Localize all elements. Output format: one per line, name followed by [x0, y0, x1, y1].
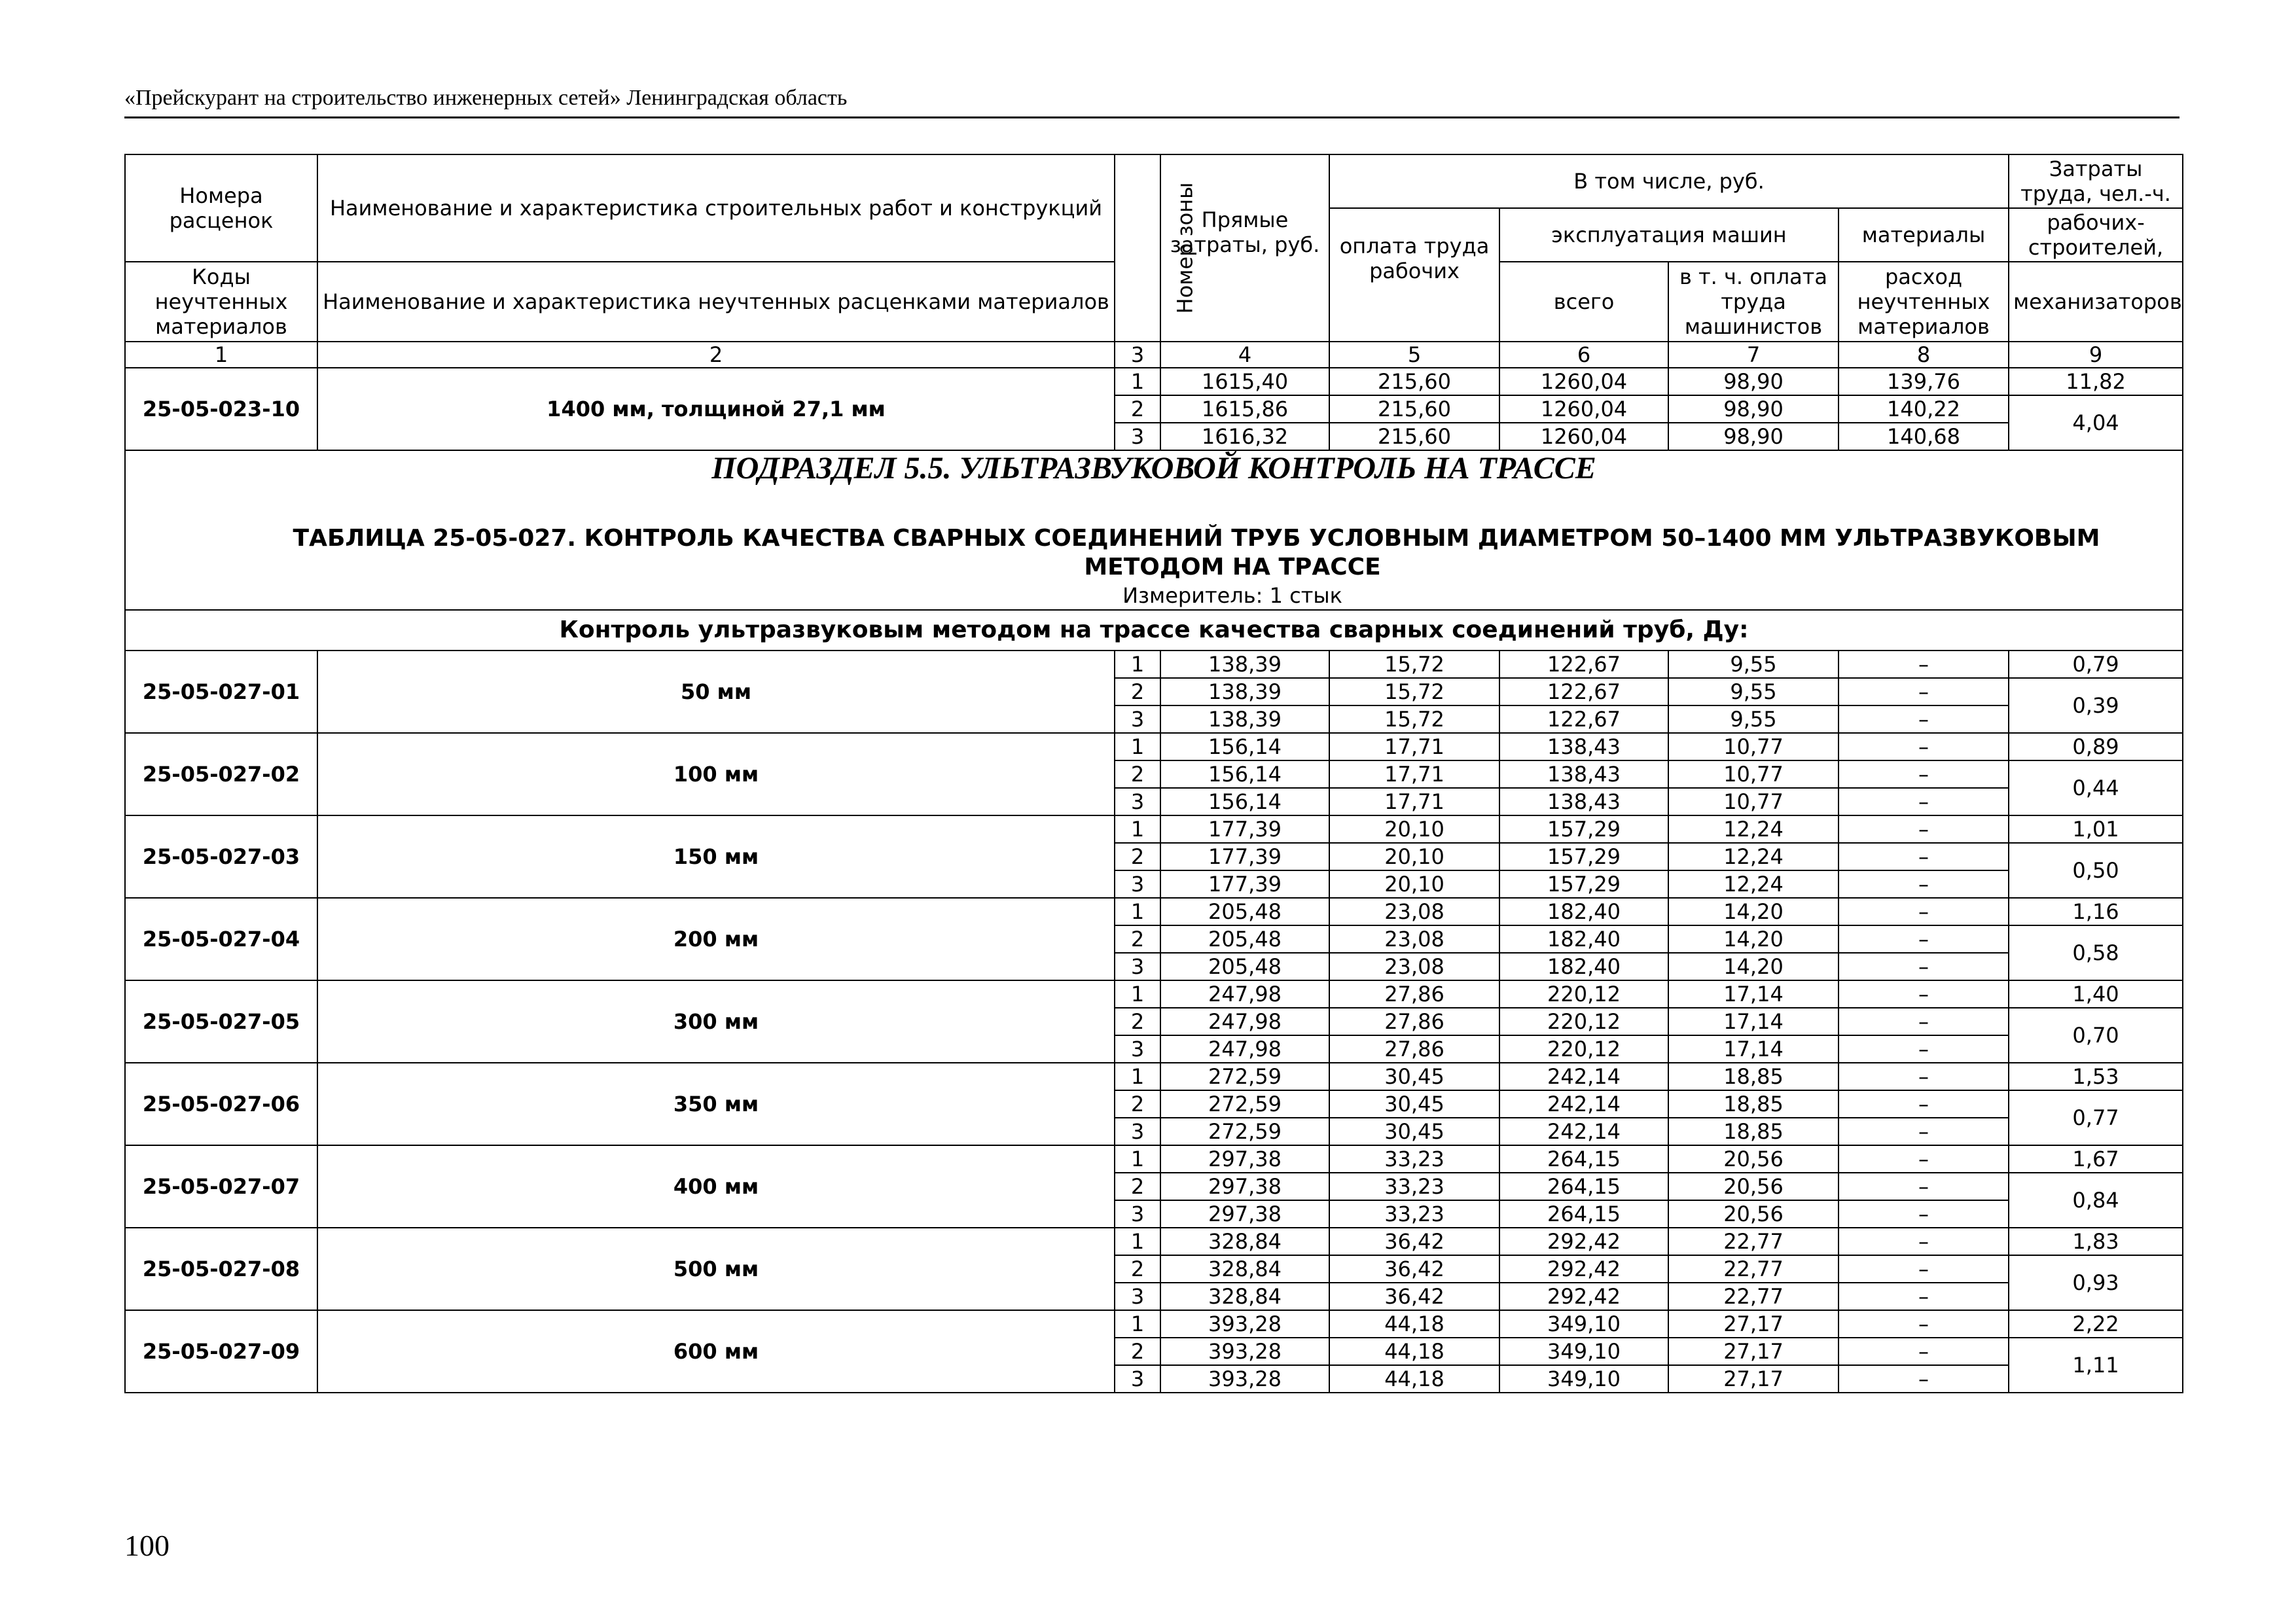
zone-cell: 1 [1115, 1145, 1160, 1173]
rate-code: 25-05-027-08 [125, 1228, 317, 1310]
zone-cell: 2 [1115, 1338, 1160, 1365]
header-machines-total: всего [1499, 262, 1668, 342]
labor-pay-cell: 44,18 [1329, 1310, 1499, 1338]
zone-cell: 2 [1115, 1090, 1160, 1118]
machines-total-cell: 157,29 [1499, 843, 1668, 870]
machines-incl-cell: 18,85 [1668, 1118, 1839, 1145]
machines-total-cell: 182,40 [1499, 953, 1668, 980]
machines-incl-cell: 17,14 [1668, 980, 1839, 1008]
machines-total-cell: 264,15 [1499, 1200, 1668, 1228]
zone-cell: 1 [1115, 1228, 1160, 1255]
machines-incl-cell: 9,55 [1668, 651, 1839, 678]
machines-incl-cell: 20,56 [1668, 1200, 1839, 1228]
rate-row [125, 1310, 2183, 1338]
table-title-line-1: ТАБЛИЦА 25-05-027. КОНТРОЛЬ КАЧЕСТВА СВАРНЫХ СОЕДИНЕНИЙ ТРУБ УСЛОВНЫМ ДИАМЕТРОМ 50–1400 ММ УЛЬТРАЗВУКОВЫМ [293, 525, 2100, 552]
zone-cell: 3 [1115, 423, 1160, 450]
measure-unit: Измеритель: 1 стык [1122, 583, 1342, 608]
column-number: 5 [1329, 342, 1499, 368]
labor-pay-cell: 27,86 [1329, 980, 1499, 1008]
column-numbers-row [125, 342, 2183, 368]
labor-pay-cell: 36,42 [1329, 1283, 1499, 1310]
zone-cell: 1 [1115, 368, 1160, 395]
machines-total-cell: 264,15 [1499, 1173, 1668, 1200]
direct-cost-cell: 1616,32 [1160, 423, 1329, 450]
machines-total-cell: 182,40 [1499, 898, 1668, 925]
direct-cost-cell: 138,39 [1160, 705, 1329, 733]
zone-cell: 3 [1115, 1200, 1160, 1228]
labor-pay-cell: 17,71 [1329, 760, 1499, 788]
zone-cell: 1 [1115, 980, 1160, 1008]
zone-cell: 1 [1115, 651, 1160, 678]
direct-cost-cell: 177,39 [1160, 843, 1329, 870]
header-materials: материалы [1839, 208, 2009, 262]
header-zone-label: Номер зоны [1172, 182, 1198, 314]
machines-incl-cell: 10,77 [1668, 760, 1839, 788]
materials-cell: 140,68 [1839, 423, 2009, 450]
zone-cell: 2 [1115, 1008, 1160, 1035]
labor-pay-cell: 27,86 [1329, 1008, 1499, 1035]
direct-cost-cell: 205,48 [1160, 953, 1329, 980]
labor-pay-cell: 33,23 [1329, 1173, 1499, 1200]
mechanics-labor-cell: 4,04 [2009, 395, 2183, 450]
header-materials-unaccounted: расход неучтенных материалов [1839, 262, 2009, 342]
header-work-name: Наименование и характеристика строительных работ и конструкций [317, 154, 1115, 262]
labor-pay-cell: 36,42 [1329, 1228, 1499, 1255]
header-including: В том числе, руб. [1329, 154, 2009, 208]
direct-cost-cell: 328,84 [1160, 1228, 1329, 1255]
machines-incl-cell: 9,55 [1668, 678, 1839, 705]
machines-total-cell: 242,14 [1499, 1118, 1668, 1145]
column-number: 7 [1668, 342, 1839, 368]
direct-cost-cell: 272,59 [1160, 1118, 1329, 1145]
header-machines: эксплуатация машин [1499, 208, 1839, 262]
materials-cell: – [1839, 1173, 2009, 1200]
column-number: 1 [125, 342, 317, 368]
direct-cost-cell: 297,38 [1160, 1173, 1329, 1200]
machines-incl-cell: 10,77 [1668, 788, 1839, 815]
materials-cell: – [1839, 980, 2009, 1008]
labor-pay-cell: 30,45 [1329, 1118, 1499, 1145]
group-title: Контроль ультразвуковым методом на трассе качества сварных соединений труб, Ду: [125, 610, 2183, 651]
workers-labor-cell: 1,83 [2009, 1228, 2183, 1255]
machines-incl-cell: 18,85 [1668, 1090, 1839, 1118]
rate-name: 600 мм [317, 1310, 1115, 1393]
materials-cell: – [1839, 925, 2009, 953]
machines-total-cell: 157,29 [1499, 815, 1668, 843]
machines-incl-cell: 12,24 [1668, 815, 1839, 843]
materials-cell: – [1839, 1063, 2009, 1090]
mechanics-labor-cell: 0,93 [2009, 1255, 2183, 1310]
rate-name: 100 мм [317, 733, 1115, 815]
direct-cost-cell: 156,14 [1160, 760, 1329, 788]
rate-name: 400 мм [317, 1145, 1115, 1228]
header-material-codes: Коды неучтенных материалов [125, 262, 317, 342]
labor-pay-cell: 44,18 [1329, 1365, 1499, 1393]
mechanics-labor-cell: 0,77 [2009, 1090, 2183, 1145]
machines-total-cell: 220,12 [1499, 1008, 1668, 1035]
direct-cost-cell: 1615,86 [1160, 395, 1329, 423]
zone-cell: 3 [1115, 1365, 1160, 1393]
direct-cost-cell: 272,59 [1160, 1063, 1329, 1090]
rate-code: 25-05-023-10 [125, 368, 317, 450]
machines-incl-cell: 10,77 [1668, 733, 1839, 760]
zone-cell: 3 [1115, 870, 1160, 898]
direct-cost-cell: 272,59 [1160, 1090, 1329, 1118]
materials-cell: – [1839, 1008, 2009, 1035]
machines-incl-cell: 22,77 [1668, 1255, 1839, 1283]
machines-incl-cell: 27,17 [1668, 1310, 1839, 1338]
labor-pay-cell: 215,60 [1329, 368, 1499, 395]
column-number: 4 [1160, 342, 1329, 368]
labor-pay-cell: 33,23 [1329, 1200, 1499, 1228]
rate-code: 25-05-027-07 [125, 1145, 317, 1228]
labor-pay-cell: 15,72 [1329, 678, 1499, 705]
machines-incl-cell: 27,17 [1668, 1338, 1839, 1365]
direct-cost-cell: 328,84 [1160, 1283, 1329, 1310]
materials-cell: – [1839, 1035, 2009, 1063]
materials-cell: – [1839, 1200, 2009, 1228]
machines-total-cell: 157,29 [1499, 870, 1668, 898]
rate-code: 25-05-027-02 [125, 733, 317, 815]
direct-cost-cell: 156,14 [1160, 788, 1329, 815]
direct-cost-cell: 297,38 [1160, 1145, 1329, 1173]
zone-cell: 3 [1115, 953, 1160, 980]
header-material-names: Наименование и характеристика неучтенных расценками материалов [317, 262, 1115, 342]
machines-incl-cell: 98,90 [1668, 395, 1839, 423]
zone-cell: 2 [1115, 678, 1160, 705]
machines-incl-cell: 9,55 [1668, 705, 1839, 733]
rate-row [125, 980, 2183, 1008]
materials-cell: – [1839, 760, 2009, 788]
mechanics-labor-cell: 1,11 [2009, 1338, 2183, 1393]
mechanics-labor-cell: 0,70 [2009, 1008, 2183, 1063]
zone-cell: 1 [1115, 1310, 1160, 1338]
workers-labor-cell: 1,40 [2009, 980, 2183, 1008]
machines-incl-cell: 22,77 [1668, 1228, 1839, 1255]
workers-labor-cell: 11,82 [2009, 368, 2183, 395]
labor-pay-cell: 30,45 [1329, 1090, 1499, 1118]
machines-incl-cell: 14,20 [1668, 953, 1839, 980]
materials-cell: – [1839, 898, 2009, 925]
labor-pay-cell: 20,10 [1329, 815, 1499, 843]
machines-incl-cell: 98,90 [1668, 368, 1839, 395]
workers-labor-cell: 0,89 [2009, 733, 2183, 760]
materials-cell: 140,22 [1839, 395, 2009, 423]
labor-pay-cell: 17,71 [1329, 788, 1499, 815]
rate-row [125, 1063, 2183, 1090]
rate-name: 150 мм [317, 815, 1115, 898]
direct-cost-cell: 1615,40 [1160, 368, 1329, 395]
materials-cell: – [1839, 843, 2009, 870]
materials-cell: – [1839, 1145, 2009, 1173]
machines-incl-cell: 14,20 [1668, 925, 1839, 953]
direct-cost-cell: 393,28 [1160, 1365, 1329, 1393]
rate-name: 300 мм [317, 980, 1115, 1063]
zone-cell: 3 [1115, 1283, 1160, 1310]
machines-incl-cell: 20,56 [1668, 1145, 1839, 1173]
rate-row [125, 1228, 2183, 1255]
machines-total-cell: 349,10 [1499, 1365, 1668, 1393]
rate-code: 25-05-027-01 [125, 651, 317, 733]
table-title [130, 524, 2178, 582]
machines-incl-cell: 17,14 [1668, 1035, 1839, 1063]
workers-labor-cell: 1,16 [2009, 898, 2183, 925]
mechanics-labor-cell: 0,84 [2009, 1173, 2183, 1228]
labor-pay-cell: 36,42 [1329, 1255, 1499, 1283]
machines-total-cell: 1260,04 [1499, 423, 1668, 450]
machines-incl-cell: 14,20 [1668, 898, 1839, 925]
machines-total-cell: 292,42 [1499, 1255, 1668, 1283]
labor-pay-cell: 15,72 [1329, 705, 1499, 733]
labor-pay-cell: 15,72 [1329, 651, 1499, 678]
labor-pay-cell: 44,18 [1329, 1338, 1499, 1365]
zone-cell: 3 [1115, 788, 1160, 815]
zone-cell: 3 [1115, 1118, 1160, 1145]
machines-total-cell: 220,12 [1499, 980, 1668, 1008]
mechanics-labor-cell: 0,50 [2009, 843, 2183, 898]
machines-total-cell: 1260,04 [1499, 368, 1668, 395]
rate-row [125, 815, 2183, 843]
rate-row [125, 1145, 2183, 1173]
column-number: 6 [1499, 342, 1668, 368]
rate-name: 500 мм [317, 1228, 1115, 1310]
direct-cost-cell: 393,28 [1160, 1310, 1329, 1338]
rate-row [125, 651, 2183, 678]
zone-cell: 1 [1115, 733, 1160, 760]
workers-labor-cell: 1,53 [2009, 1063, 2183, 1090]
labor-pay-cell: 23,08 [1329, 898, 1499, 925]
zone-cell: 1 [1115, 1063, 1160, 1090]
rate-row [125, 733, 2183, 760]
direct-cost-cell: 177,39 [1160, 870, 1329, 898]
header-machines-incl: в т. ч. оплата труда машинистов [1668, 262, 1839, 342]
mechanics-labor-cell: 0,58 [2009, 925, 2183, 980]
table-title-line-2: МЕТОДОМ НА ТРАССЕ [1084, 554, 1381, 580]
materials-cell: – [1839, 678, 2009, 705]
materials-cell: – [1839, 1255, 2009, 1283]
materials-cell: – [1839, 1310, 2009, 1338]
direct-cost-cell: 177,39 [1160, 815, 1329, 843]
machines-incl-cell: 22,77 [1668, 1283, 1839, 1310]
zone-cell: 2 [1115, 925, 1160, 953]
zone-cell: 1 [1115, 898, 1160, 925]
direct-cost-cell: 205,48 [1160, 898, 1329, 925]
direct-cost-cell: 156,14 [1160, 733, 1329, 760]
materials-cell: – [1839, 1228, 2009, 1255]
machines-total-cell: 242,14 [1499, 1063, 1668, 1090]
rate-name: 50 мм [317, 651, 1115, 733]
rate-code: 25-05-027-06 [125, 1063, 317, 1145]
machines-total-cell: 292,42 [1499, 1228, 1668, 1255]
machines-total-cell: 220,12 [1499, 1035, 1668, 1063]
header-rate-numbers: Номера расценок [125, 154, 317, 262]
machines-total-cell: 138,43 [1499, 760, 1668, 788]
rate-code: 25-05-027-03 [125, 815, 317, 898]
labor-pay-cell: 20,10 [1329, 843, 1499, 870]
rate-name: 1400 мм, толщиной 27,1 мм [317, 368, 1115, 450]
machines-total-cell: 292,42 [1499, 1283, 1668, 1310]
labor-pay-cell: 23,08 [1329, 953, 1499, 980]
materials-cell: – [1839, 1338, 2009, 1365]
rate-row [125, 898, 2183, 925]
labor-pay-cell: 30,45 [1329, 1063, 1499, 1090]
direct-cost-cell: 138,39 [1160, 651, 1329, 678]
header-workers: рабочих-строителей, [2009, 208, 2183, 262]
header-labor-pay: оплата труда рабочих [1329, 208, 1499, 342]
machines-total-cell: 182,40 [1499, 925, 1668, 953]
machines-total-cell: 1260,04 [1499, 395, 1668, 423]
zone-cell: 2 [1115, 843, 1160, 870]
direct-cost-cell: 297,38 [1160, 1200, 1329, 1228]
labor-pay-cell: 20,10 [1329, 870, 1499, 898]
machines-total-cell: 242,14 [1499, 1090, 1668, 1118]
direct-cost-cell: 328,84 [1160, 1255, 1329, 1283]
direct-cost-cell: 205,48 [1160, 925, 1329, 953]
labor-pay-cell: 215,60 [1329, 423, 1499, 450]
machines-total-cell: 122,67 [1499, 678, 1668, 705]
machines-total-cell: 264,15 [1499, 1145, 1668, 1173]
zone-cell: 2 [1115, 395, 1160, 423]
zone-cell: 2 [1115, 760, 1160, 788]
zone-cell: 1 [1115, 815, 1160, 843]
zone-cell: 2 [1115, 1255, 1160, 1283]
price-table [124, 154, 2183, 1393]
labor-pay-cell: 33,23 [1329, 1145, 1499, 1173]
workers-labor-cell: 1,67 [2009, 1145, 2183, 1173]
materials-cell: – [1839, 651, 2009, 678]
materials-cell: – [1839, 705, 2009, 733]
materials-cell: – [1839, 1090, 2009, 1118]
zone-cell: 3 [1115, 705, 1160, 733]
rate-name: 200 мм [317, 898, 1115, 980]
materials-cell: – [1839, 733, 2009, 760]
labor-pay-cell: 17,71 [1329, 733, 1499, 760]
materials-cell: – [1839, 1365, 2009, 1393]
column-number: 9 [2009, 342, 2183, 368]
page-number: 100 [124, 1529, 170, 1562]
labor-pay-cell: 27,86 [1329, 1035, 1499, 1063]
machines-total-cell: 138,43 [1499, 733, 1668, 760]
machines-total-cell: 122,67 [1499, 705, 1668, 733]
machines-incl-cell: 17,14 [1668, 1008, 1839, 1035]
machines-total-cell: 349,10 [1499, 1310, 1668, 1338]
materials-cell: 139,76 [1839, 368, 2009, 395]
direct-cost-cell: 138,39 [1160, 678, 1329, 705]
rate-code: 25-05-027-04 [125, 898, 317, 980]
labor-pay-cell: 23,08 [1329, 925, 1499, 953]
header-mechanics: механизаторов [2009, 262, 2183, 342]
workers-labor-cell: 2,22 [2009, 1310, 2183, 1338]
rate-name: 350 мм [317, 1063, 1115, 1145]
materials-cell: – [1839, 953, 2009, 980]
materials-cell: – [1839, 815, 2009, 843]
rate-code: 25-05-027-09 [125, 1310, 317, 1393]
machines-incl-cell: 12,24 [1668, 843, 1839, 870]
labor-pay-cell: 215,60 [1329, 395, 1499, 423]
mechanics-labor-cell: 0,44 [2009, 760, 2183, 815]
machines-incl-cell: 27,17 [1668, 1365, 1839, 1393]
machines-total-cell: 349,10 [1499, 1338, 1668, 1365]
machines-total-cell: 138,43 [1499, 788, 1668, 815]
header-direct-costs: Прямые затраты, руб. [1160, 154, 1329, 342]
materials-cell: – [1839, 1283, 2009, 1310]
machines-incl-cell: 20,56 [1668, 1173, 1839, 1200]
mechanics-labor-cell: 0,39 [2009, 678, 2183, 733]
machines-incl-cell: 12,24 [1668, 870, 1839, 898]
machines-incl-cell: 98,90 [1668, 423, 1839, 450]
column-number: 8 [1839, 342, 2009, 368]
header-labor-costs: Затраты труда, чел.-ч. [2009, 154, 2183, 208]
header-zone [1115, 154, 1198, 342]
subsection-block [125, 450, 2183, 610]
materials-cell: – [1839, 788, 2009, 815]
machines-total-cell: 122,67 [1499, 651, 1668, 678]
column-number: 3 [1115, 342, 1160, 368]
materials-cell: – [1839, 870, 2009, 898]
direct-cost-cell: 393,28 [1160, 1338, 1329, 1365]
workers-labor-cell: 0,79 [2009, 651, 2183, 678]
workers-labor-cell: 1,01 [2009, 815, 2183, 843]
running-header: «Прейскурант на строительство инженерных сетей» Ленинградская область [124, 84, 2179, 118]
machines-incl-cell: 18,85 [1668, 1063, 1839, 1090]
zone-cell: 3 [1115, 1035, 1160, 1063]
zone-cell: 2 [1115, 1173, 1160, 1200]
column-number: 2 [317, 342, 1115, 368]
direct-cost-cell: 247,98 [1160, 1008, 1329, 1035]
rate-row [125, 368, 2183, 395]
direct-cost-cell: 247,98 [1160, 980, 1329, 1008]
direct-cost-cell: 247,98 [1160, 1035, 1329, 1063]
subsection-title: ПОДРАЗДЕЛ 5.5. УЛЬТРАЗВУКОВОЙ КОНТРОЛЬ НА ТРАССЕ [711, 451, 1596, 486]
rate-code: 25-05-027-05 [125, 980, 317, 1063]
materials-cell: – [1839, 1118, 2009, 1145]
